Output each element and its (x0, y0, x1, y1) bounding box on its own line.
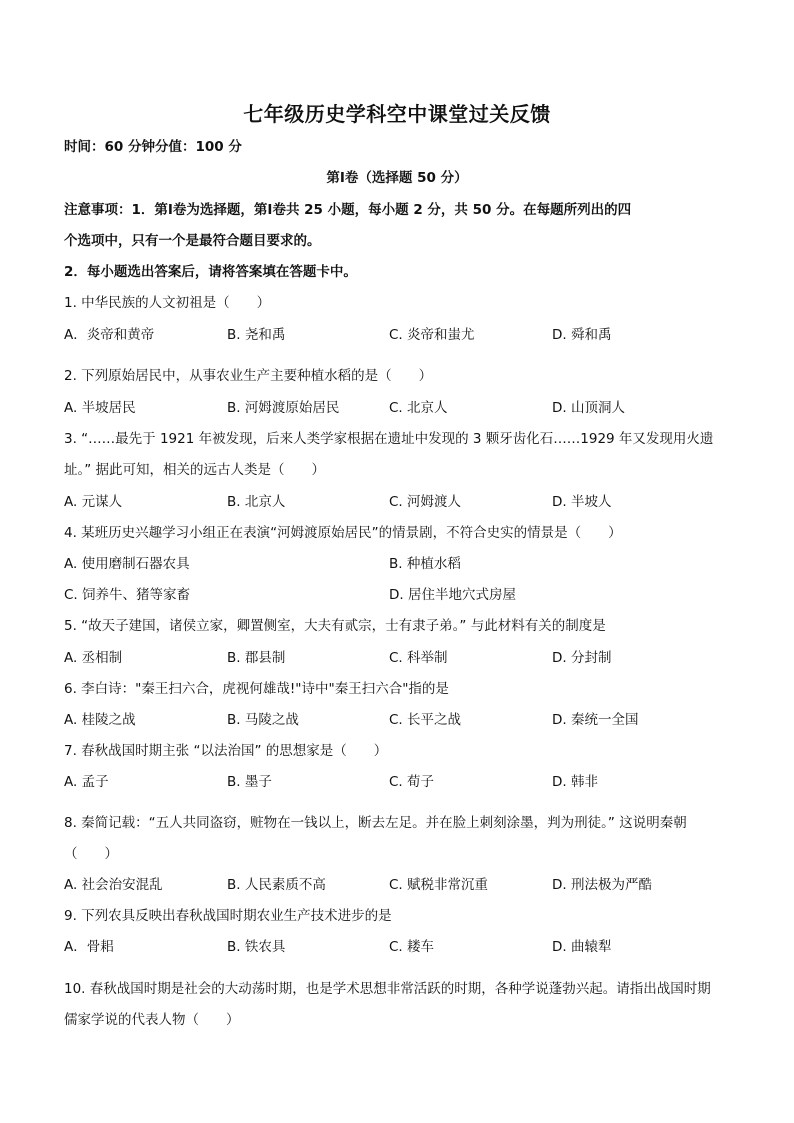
question-4-option-d: D. 居住半地穴式房屋 (389, 587, 516, 603)
question-2-option-b: B. 河姆渡原始居民 (227, 400, 340, 416)
question-7-stem: 7. 春秋战国时期主张 “以法治国” 的思想家是（ ） (64, 743, 388, 759)
question-1-option-d: D. 舜和禹 (552, 327, 612, 343)
question-9-stem: 9. 下列农具反映出春秋战国时期农业生产技术进步的是 (64, 908, 392, 924)
question-3-option-b: B. 北京人 (227, 494, 286, 510)
question-3-stem-line-2: 址。” 据此可知，相关的远古人类是（ ） (64, 462, 326, 478)
question-4-option-b: B. 种植水稻 (389, 556, 461, 572)
notice-line-2: 2．每小题选出答案后，请将答案填在答题卡中。 (64, 264, 357, 280)
question-7-option-d: D. 韩非 (552, 774, 598, 790)
question-3-option-d: D. 半坡人 (552, 494, 612, 510)
question-7-option-b: B. 墨子 (227, 774, 272, 790)
question-2-stem: 2. 下列原始居民中，从事农业生产主要种植水稻的是（ ） (64, 368, 433, 384)
question-6-option-b: B. 马陵之战 (227, 712, 299, 728)
question-8-option-d: D. 刑法极为严酷 (552, 877, 652, 893)
question-4-stem: 4. 某班历史兴趣学习小组正在表演“河姆渡原始居民”的情景剧，不符合史实的情景是（ ） (64, 525, 622, 541)
question-5-stem: 5. “故天子建国，诸侯立家，卿置侧室，大夫有贰宗，士有隶子弟。” 与此材料有关的制度是 (64, 618, 606, 634)
question-6-option-d: D. 秦统一全国 (552, 712, 639, 728)
question-8-option-c: C. 赋税非常沉重 (389, 877, 489, 893)
question-5-option-d: D. 分封制 (552, 650, 612, 666)
question-8-option-a: A. 社会治安混乱 (64, 877, 163, 893)
question-2-option-a: A. 半坡居民 (64, 400, 136, 416)
exam-time-score: 时间：60 分钟分值：100 分 (64, 139, 242, 155)
question-9-option-d: D. 曲辕犁 (552, 939, 612, 955)
question-1-stem: 1. 中华民族的人文初祖是（ ） (64, 295, 271, 311)
notice-line-1: 注意事项：1．第Ⅰ卷为选择题，第Ⅰ卷共 25 小题，每小题 2 分，共 50 分。在每题所列出的四 (64, 202, 632, 218)
question-2-option-d: D. 山顶洞人 (552, 400, 625, 416)
question-2-option-c: C. 北京人 (389, 400, 448, 416)
question-6-stem: 6. 李白诗："秦王扫六合，虎视何雄哉!"诗中"秦王扫六合"指的是 (64, 681, 449, 697)
question-8-option-b: B. 人民素质不高 (227, 877, 326, 893)
question-9-option-b: B. 铁农具 (227, 939, 286, 955)
question-8-stem-line-1: 8. 秦简记载：“五人共同盗窃，赃物在一钱以上，断去左足。并在脸上刺刻涂墨，判为刑徒。” 这说明秦朝 (64, 815, 687, 831)
page-title: 七年级历史学科空中课堂过关反馈 (243, 102, 551, 126)
question-9-option-c: C. 耧车 (389, 939, 435, 955)
question-3-option-c: C. 河姆渡人 (389, 494, 462, 510)
question-8-stem-line-2: （ ） (64, 846, 118, 862)
question-5-option-b: B. 郡县制 (227, 650, 286, 666)
question-1-option-c: C. 炎帝和蚩尤 (389, 327, 475, 343)
question-4-option-a: A. 使用磨制石器农具 (64, 556, 190, 572)
question-5-option-a: A. 丞相制 (64, 650, 123, 666)
question-3-stem-line-1: 3. “……最先于 1921 年被发现，后来人类学家根据在遗址中发现的 3 颗牙齿化石……1929 年又发现用火遗 (64, 431, 714, 447)
question-6-option-c: C. 长平之战 (389, 712, 462, 728)
question-4-option-c: C. 饲养牛、猪等家畜 (64, 587, 191, 603)
question-10-stem-line-1: 10. 春秋战国时期是社会的大动荡时期，也是学术思想非常活跃的时期，各种学说蓬勃兴起。请指出战国时期 (64, 981, 711, 997)
question-7-option-a: A. 孟子 (64, 774, 109, 790)
question-7-option-c: C. 荀子 (389, 774, 435, 790)
question-10-stem-line-2: 儒家学说的代表人物（ ） (64, 1012, 240, 1028)
question-1-option-b: B. 尧和禹 (227, 327, 286, 343)
question-9-option-a: A．骨耜 (64, 939, 114, 955)
question-6-option-a: A. 桂陵之战 (64, 712, 136, 728)
section-heading: 第Ⅰ卷（选择题 50 分） (326, 170, 468, 186)
question-5-option-c: C. 科举制 (389, 650, 448, 666)
question-3-option-a: A. 元谋人 (64, 494, 123, 510)
notice-line-1-cont: 个选项中，只有一个是最符合题目要求的。 (64, 233, 321, 249)
question-1-option-a: A．炎帝和黄帝 (64, 327, 155, 343)
